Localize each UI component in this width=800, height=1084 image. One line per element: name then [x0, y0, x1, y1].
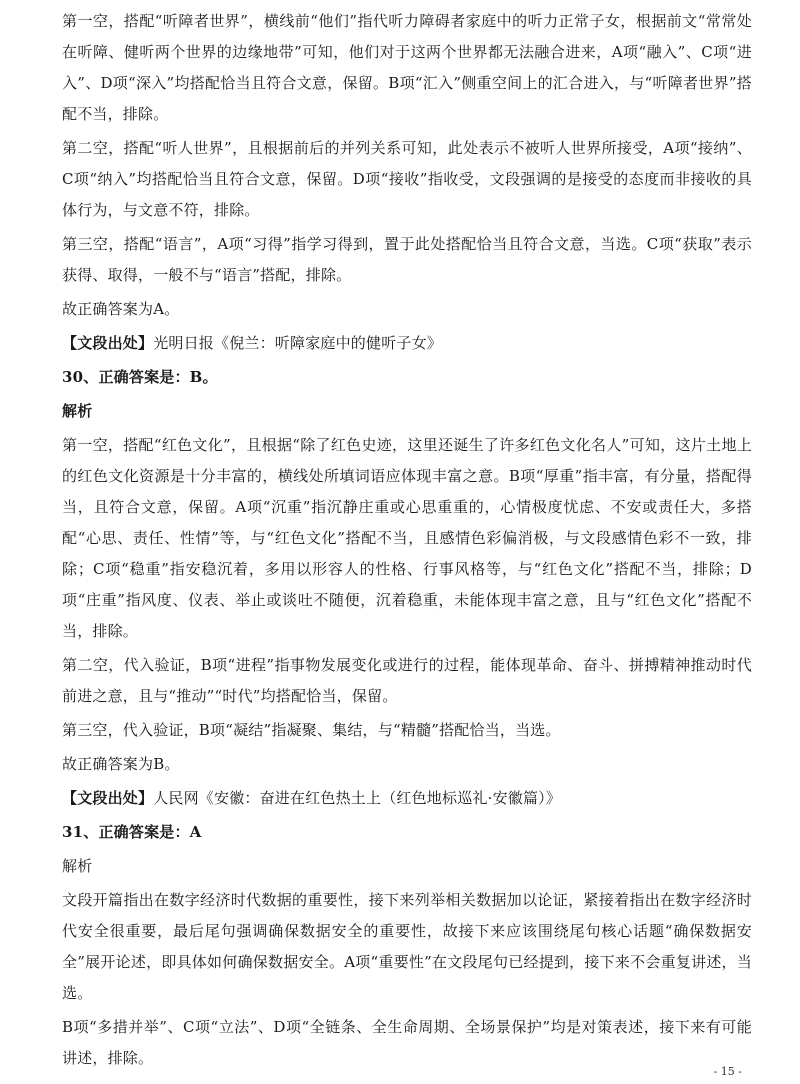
- source-text: 人民网《安徽：奋进在红色热土上（红色地标巡礼·安徽篇）》: [153, 789, 562, 807]
- source-line: [62, 783, 752, 814]
- analysis-label: 解析: [62, 857, 93, 875]
- paragraph-analysis-2: B项“多措并举”、C项“立法”、D项“全链条、全生命周期、全场景保护”均是对策表述，接下来有可能讲述，排除。: [62, 1018, 752, 1067]
- question-31-heading: 31、正确答案是：A: [62, 823, 202, 841]
- paragraph-blank-3: 第三空，代入验证，B项“凝结”指凝聚、集结，与“精髓”搭配恰当，当选。: [62, 721, 561, 739]
- paragraph-blank-2: 第二空，搭配“听人世界”，且根据前后的并列关系可知，此处表示不被听人世界所接受，A项“接纳”、C项“纳入”均搭配恰当且符合文意，保留。D项“接收”指收受，文段强调的是接受的态度而非接收的具体行为，与文意不符，排除。: [62, 139, 752, 219]
- source-tag: 【文段出处】: [62, 789, 154, 807]
- conclusion: 故正确答案为A。: [62, 300, 180, 318]
- paragraph-blank-1: 第一空，搭配“红色文化”，且根据“除了红色史迹，这里还诞生了许多红色文化名人”可知，这片土地上的红色文化资源是十分丰富的，横线处所填词语应体现丰富之意。B项“厚重”指丰富，有分量，搭配得当，且符合文意，保留。A项“沉重”指沉静庄重或心思重重的，心情极度忧虑、不安或责任大，多搭配“心思、责任、性情”等，与“红色文化”搭配不当，且感情色彩偏消极，与文段感情色彩不一致，排除；C项“稳重”指安稳沉着，多用以形容人的性格、行事风格等，与“红色文化”搭配不当，排除；D项“庄重”指风度、仪表、举止或谈吐不随便，沉着稳重，未能体现丰富之意，且与“红色文化”搭配不当，排除。: [62, 436, 752, 640]
- paragraph-blank-1: 第一空，搭配“听障者世界”，横线前“他们”指代听力障碍者家庭中的听力正常子女，根据前文“常常处在听障、健听两个世界的边缘地带”可知，他们对于这两个世界都无法融合进来，A项“融入”、C项“进入”、D项“深入”均搭配恰当且符合文意，保留。B项“汇入”侧重空间上的汇合进入，与“听障者世界”搭配不当，排除。: [62, 12, 752, 123]
- question-30-heading: 30、正确答案是：B。: [62, 368, 218, 386]
- paragraph-analysis-1: 文段开篇指出在数字经济时代数据的重要性，接下来列举相关数据加以论证，紧接着指出在数字经济时代安全很重要，最后尾句强调确保数据安全的重要性，故接下来应该围绕尾句核心话题“确保数据安全”展开论述，即具体如何确保数据安全。A项“重要性”在文段尾句已经提到，接下来不会重复讲述，当选。: [62, 891, 752, 1002]
- analysis-label: 解析: [62, 402, 93, 420]
- source-tag: 【文段出处】: [62, 334, 154, 352]
- source-text: 光明日报《倪兰：听障家庭中的健听子女》: [153, 334, 443, 352]
- source-line: [62, 328, 752, 359]
- page-number: - 15 -: [713, 1065, 742, 1078]
- conclusion: 故正确答案为B。: [62, 755, 180, 773]
- document-page: [62, 6, 752, 1074]
- paragraph-blank-3: 第三空，搭配“语言”，A项“习得”指学习得到，置于此处搭配恰当且符合文意，当选。C项“获取”表示获得、取得，一般不与“语言”搭配，排除。: [62, 235, 752, 284]
- paragraph-blank-2: 第二空，代入验证，B项“进程”指事物发展变化或进行的过程，能体现革命、奋斗、拼搏精神推动时代前进之意，且与“推动”“时代”均搭配恰当，保留。: [62, 656, 752, 705]
